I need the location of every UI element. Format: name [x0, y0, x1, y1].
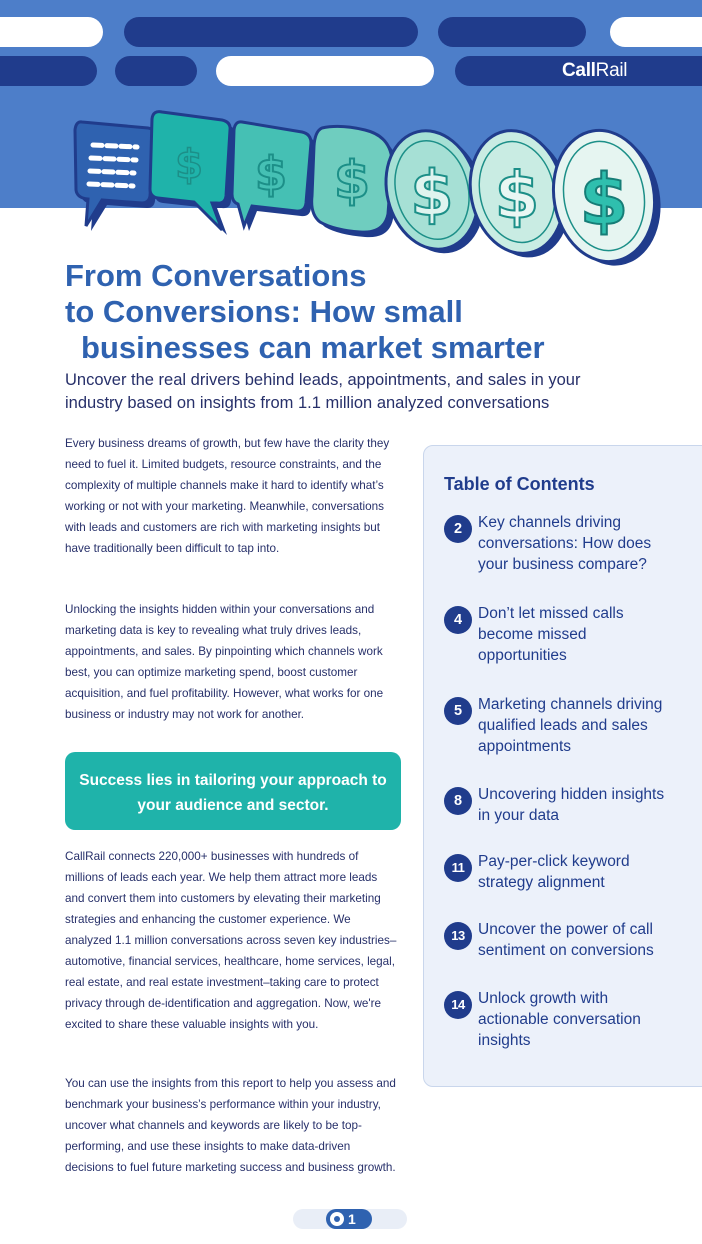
toc-page-badge: 2	[444, 515, 472, 543]
callout-banner	[65, 752, 401, 830]
title-line-2-bold: to Conversions:	[65, 294, 301, 329]
toc-item-label: Key channels driving conversations: How does your business compare?	[478, 514, 652, 573]
toc-page-badge: 13	[444, 922, 472, 950]
callrail-paragraph: CallRail connects 220,000+ businesses with hundreds of millions of leads each year. We help them attract more leads and convert them into customers by elevating their marketing strategies and enhancing the customer experience. We analyzed 1.1 million conversations across seven key industries–automotive, financial services, healthcare, home services, legal, real estate, and real estate investment–taking care to protect privacy through de-identification and aggregation. Now, we're excited to share these valuable insights with you.	[65, 850, 397, 1031]
toc-title: Table of Contents	[444, 474, 595, 494]
toc-page-badge: 8	[444, 787, 472, 815]
svg-text:$: $	[175, 142, 203, 188]
svg-text:$: $	[494, 160, 540, 234]
dollar-bubble-icon	[150, 112, 235, 235]
conversation-to-dollar-illustration	[0, 0, 702, 270]
callrail-logo: CallRail	[562, 60, 628, 81]
subtitle: Uncover the real drivers behind leads, appointments, and sales in your industry based on insights from 1.1 million analyzed conversations	[65, 371, 581, 412]
toc-item-label: Uncovering hidden insights in your data	[478, 786, 665, 824]
page-title	[65, 258, 665, 366]
toc-page-badge: 14	[444, 991, 472, 1019]
callrail-mark-icon	[330, 1212, 344, 1226]
title-line-3: businesses can market smarter	[81, 330, 545, 365]
title-line-2-light: How small	[300, 294, 463, 329]
callout-text: Success lies in tailoring your approach to your audience and sector.	[79, 772, 387, 814]
toc-item-label: Unlock growth with actionable conversation insights	[478, 990, 641, 1049]
toc-item-label: Marketing channels driving qualified leads and sales appointments	[478, 696, 663, 755]
svg-text:$: $	[333, 151, 371, 211]
page-indicator	[293, 1209, 407, 1229]
dollar-bubble-icon	[232, 122, 316, 231]
toc-item-label: Don’t let missed calls become missed opportunities	[478, 605, 624, 664]
toc-item-label: Uncover the power of call sentiment on conversions	[478, 921, 654, 959]
insights-paragraph: Unlocking the insights hidden within your conversations and marketing data is key to revealing what truly drives leads, appointments, and sales. By pinpointing which channels work best, you can optimize marketing spend, boost customer acquisition, and fuel profitability. However, what works for one business or industry may not work for another.	[65, 603, 384, 721]
intro-paragraph: Every business dreams of growth, but few have the clarity they need to fuel it. Limited budgets, resource constraints, and the complexity of multiple channels make it hard to identify what’s working or not with your marketing. Meanwhile, conversations with leads and customers are rich with marketing insights but have traditionally been difficult to tap into.	[65, 437, 390, 555]
toc-page-badge: 11	[444, 854, 472, 882]
svg-text:$: $	[579, 159, 629, 241]
table-of-contents	[423, 445, 702, 1087]
toc-item-label: Pay-per-click keyword strategy alignment	[478, 853, 630, 891]
svg-text:$: $	[410, 157, 454, 230]
toc-page-badge: 4	[444, 606, 472, 634]
toc-page-badge: 5	[444, 697, 472, 725]
svg-text:$: $	[254, 147, 288, 201]
dollar-coin-icon	[543, 122, 670, 270]
usage-paragraph: You can use the insights from this report to help you assess and benchmark your business’s performance within your industry, uncover what channels and keywords are likely to be top-performing, and use these insights to make data-driven decisions to fuel future marketing success and business growth.	[65, 1077, 396, 1174]
dollar-bubble-icon	[312, 126, 397, 237]
title-line-1: From Conversations	[65, 258, 367, 293]
page-number-chip	[326, 1209, 372, 1229]
page-number: 1	[348, 1211, 356, 1227]
chat-bubble-icon	[75, 122, 159, 231]
